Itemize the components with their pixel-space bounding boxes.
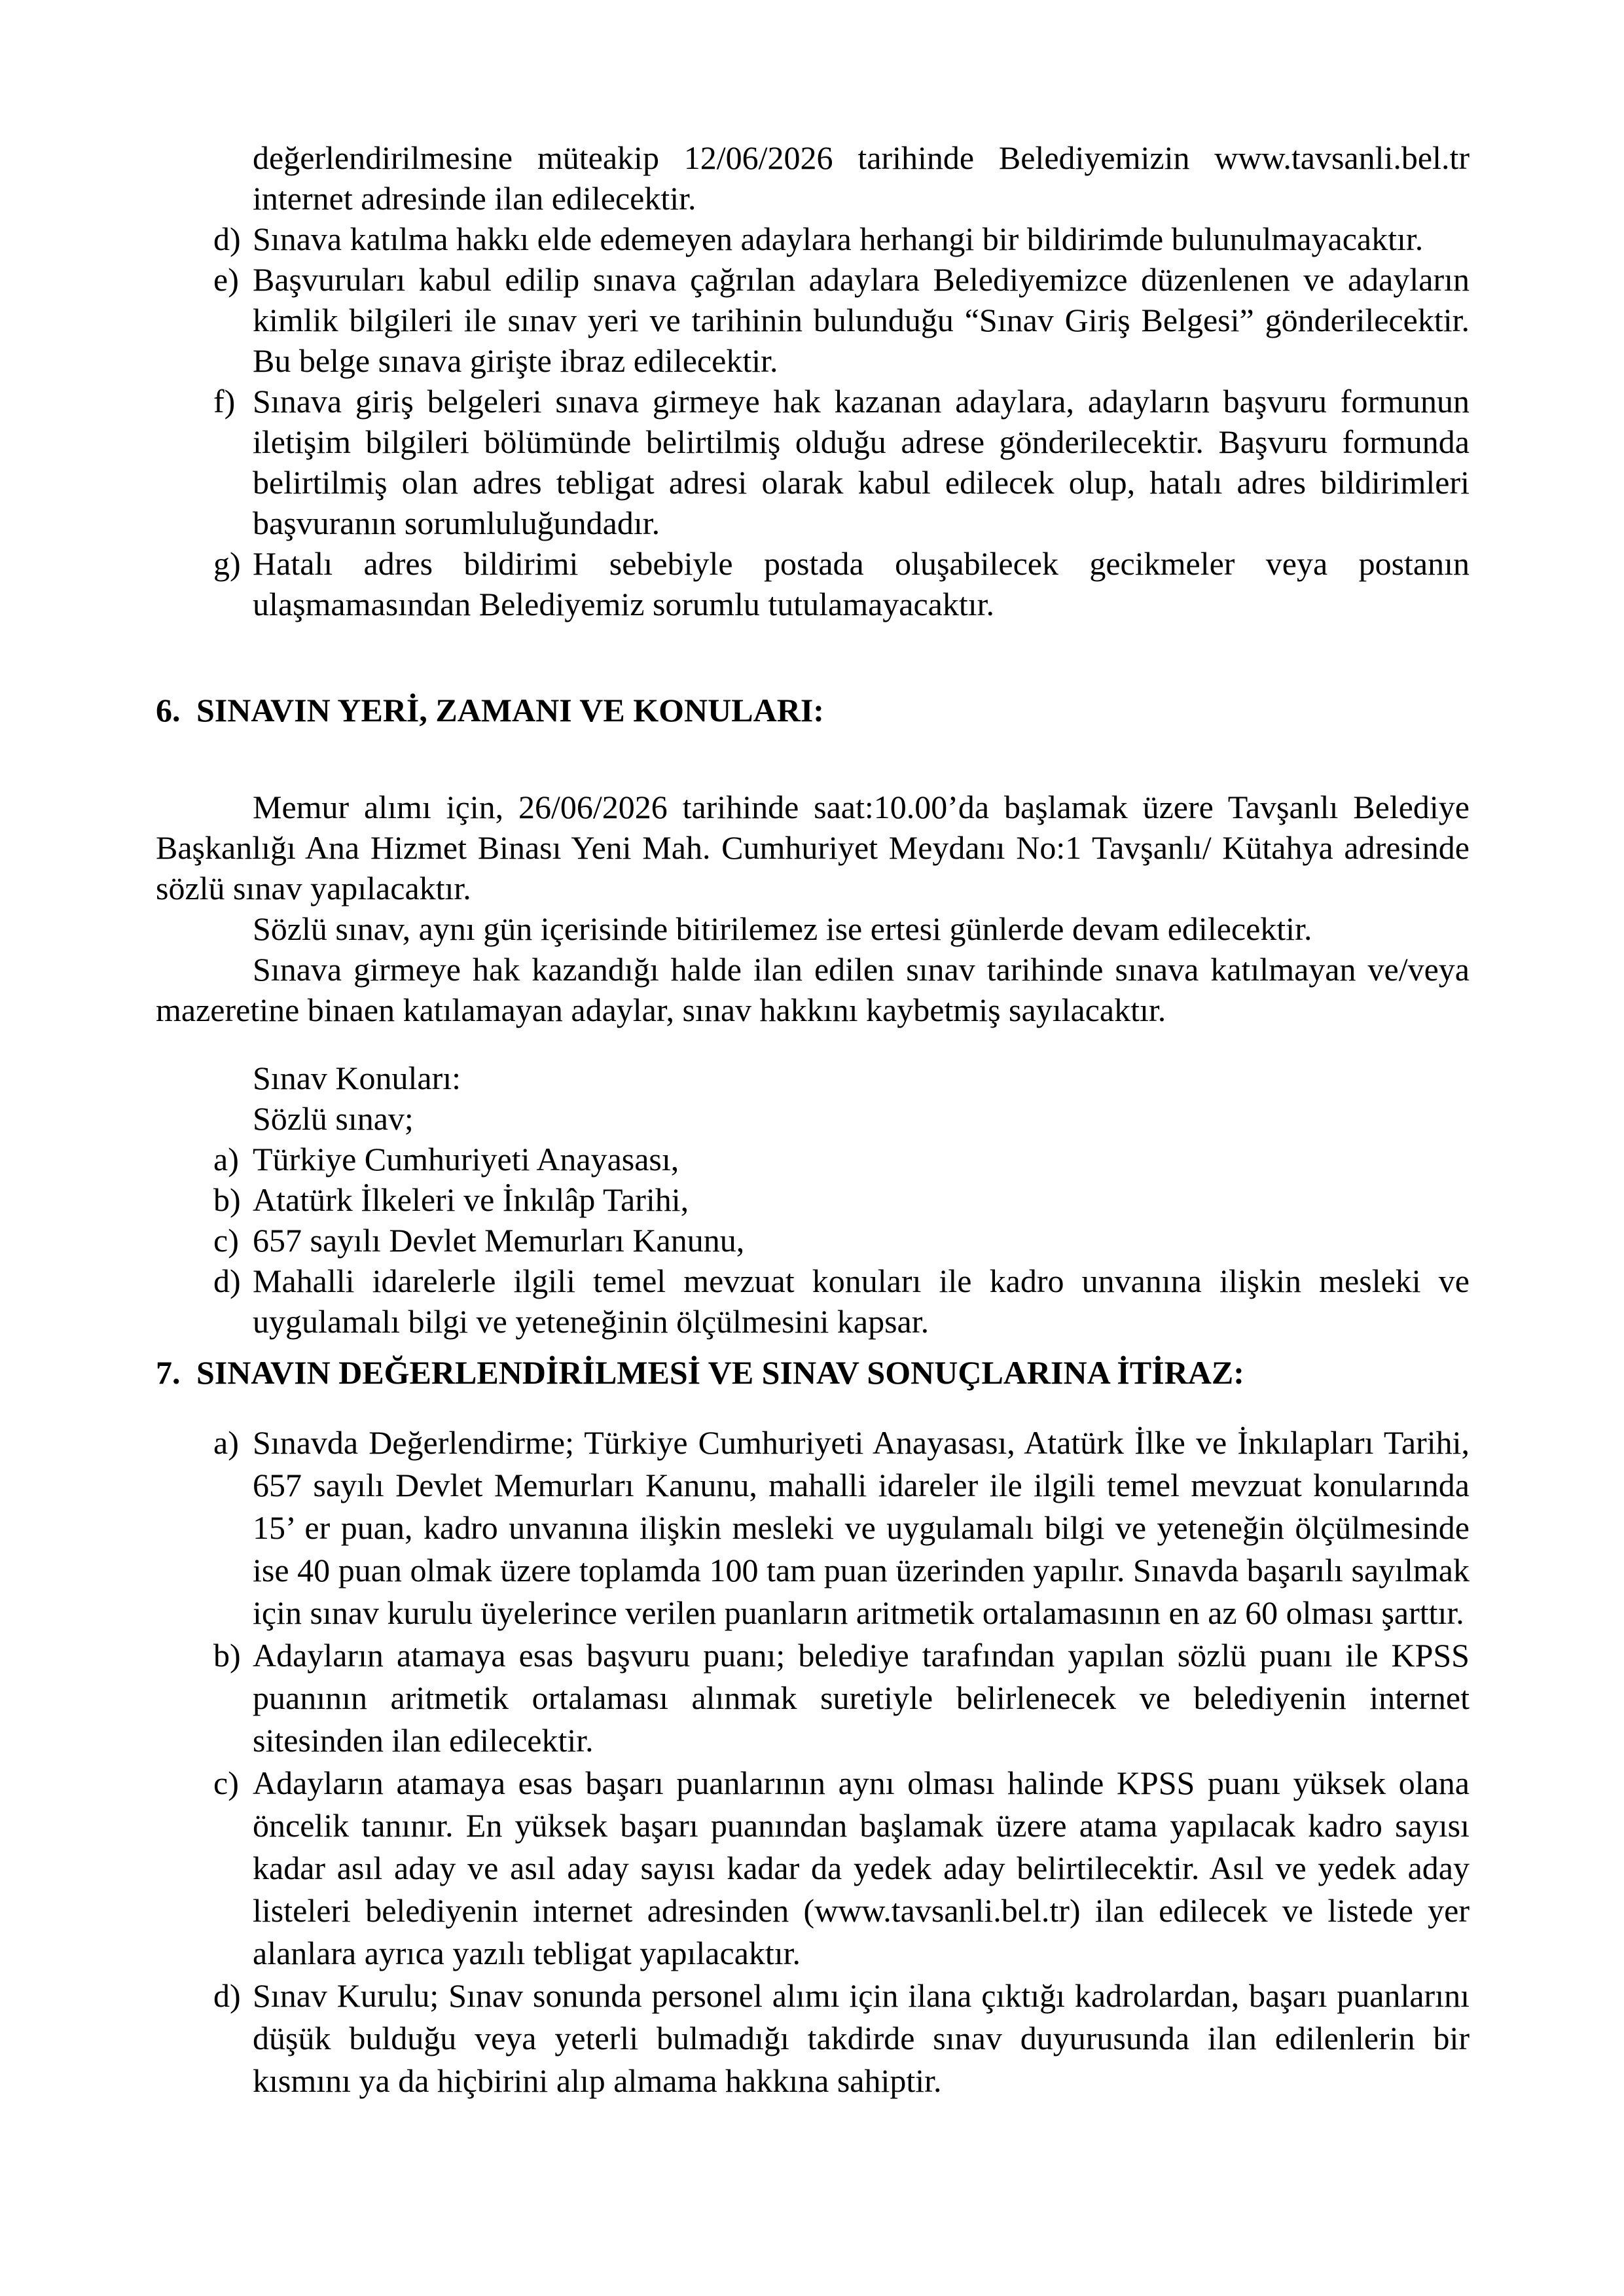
topic-item-b (156, 1179, 1470, 1220)
list-item-marker: d) (213, 221, 241, 257)
exam-topics-sublabel: Sözlü sınav; (253, 1100, 414, 1137)
list-item-text: Hatalı adres bildirimi sebebiyle postada oluşabilecek gecikmeler veya postanın ulaşmamasından Belediyemiz sorumlu tutulamayacaktır. (253, 545, 1470, 622)
intro-continuation-paragraph: değerlendirilmesine müteakip 12/06/2026 tarihinde Belediyemizin www.tavsanli.bel.tr internet adresinde ilan edilecektir. (253, 139, 1470, 217)
list-item-text: Sınava katılma hakkı elde edemeyen adaylara herhangi bir bildirimde bulunulmayacaktır. (253, 221, 1424, 257)
list-item-text: 657 sayılı Devlet Memurları Kanunu, (253, 1222, 745, 1259)
section-6-title: SINAVIN YERİ, ZAMANI VE KONULARI: (196, 692, 824, 728)
list-item-g (156, 543, 1470, 624)
list-item-text: Sınava giriş belgeleri sınava girmeye hak kazanan adaylara, adayların başvuru formunun iletişim bilgileri bölümünde belirtilmiş olduğu adrese gönderilecektir. Başvuru formunda belirtilmiş olan adres tebligat adresi olarak kabul edilecek olup, hatalı adres bildirimleri başvuranın sorumluluğundadır. (253, 383, 1470, 541)
list-item-text: Atatürk İlkeleri ve İnkılâp Tarihi, (253, 1181, 689, 1218)
section-6-paragraph-3: Sınava girmeye hak kazandığı halde ilan edilen sınav tarihinde sınava katılmayan ve/veya mazeretine binaen katılamayan adaylar, sınav hakkını kaybetmiş sayılacaktır. (156, 951, 1470, 1028)
list-item-marker: b) (213, 1637, 241, 1674)
list-item-marker: a) (213, 1141, 239, 1177)
section-7-heading (156, 1352, 1470, 1393)
list-item-text: Başvuruları kabul edilip sınava çağrılan adaylara Belediyemizce düzenlenen ve adayların kimlik bilgileri ile sınav yeri ve tarihinin bulunduğu “Sınav Giriş Belgesi” gönderilecektir. Bu belge sınava girişte ibraz edilecektir. (253, 261, 1470, 379)
list-item-text: Mahalli idarelerle ilgili temel mevzuat konuları ile kadro unvanına ilişkin mesleki ve uygulamalı bilgi ve yeteneğinin ölçülmesini kapsar. (253, 1263, 1470, 1340)
application-list (156, 219, 1470, 624)
evaluation-item-d (156, 1975, 1470, 2102)
section-6-heading (156, 690, 1470, 730)
list-item-marker: a) (213, 1424, 239, 1461)
list-item-text: Adayların atamaya esas başarı puanlarının aynı olması halinde KPSS puanı yüksek olana öncelik tanınır. En yüksek başarı puanından başlamak üzere atama yapılacak kadro sayısı kadar asıl aday ve asıl aday sayısı kadar da yedek aday belirtilecektir. Asıl ve yedek aday listeleri belediyenin internet adresinden (www.tavsanli.bel.tr) ilan edilecek ve listede yer alanlara ayrıca yazılı tebligat yapılacaktır. (253, 1765, 1470, 1971)
list-item-marker: b) (213, 1181, 241, 1218)
list-item-marker: g) (213, 545, 241, 582)
list-item-marker: d) (213, 1263, 241, 1299)
list-item-marker: c) (213, 1222, 239, 1259)
section-6-paragraph-1: Memur alımı için, 26/06/2026 tarihinde saat:10.00’da başlamak üzere Tavşanlı Belediye Başkanlığı Ana Hizmet Binası Yeni Mah. Cumhuriyet Meydanı No:1 Tavşanlı/ Kütahya adresinde sözlü sınav yapılacaktır. (156, 789, 1470, 906)
evaluation-item-a (156, 1422, 1470, 1634)
list-item-marker: e) (213, 261, 239, 298)
section-7-number: 7. (156, 1354, 181, 1391)
list-item-f (156, 381, 1470, 543)
list-item-d (156, 219, 1470, 259)
exam-topics-block (156, 1058, 1470, 1342)
evaluation-list (156, 1422, 1470, 2102)
evaluation-item-b (156, 1634, 1470, 1762)
topic-item-a (156, 1139, 1470, 1179)
list-item-marker: f) (213, 383, 236, 420)
section-6-paragraph-2: Sözlü sınav, aynı gün içerisinde bitirilemez ise ertesi günlerde devam edilecektir. (253, 910, 1312, 947)
list-item-marker: d) (213, 1977, 241, 2014)
list-item-text: Sınav Kurulu; Sınav sonunda personel alımı için ilana çıktığı kadrolardan, başarı puanlarını düşük bulduğu veya yeterli bulmadığı takdirde sınav duyurusunda ilan edilenlerin bir kısmını ya da hiçbirini alıp almama hakkına sahiptir. (253, 1977, 1470, 2099)
list-item-e (156, 259, 1470, 381)
list-item-text: Adayların atamaya esas başvuru puanı; belediye tarafından yapılan sözlü puanı ile KPSS puanının aritmetik ortalaması alınmak suretiyle belirlenecek ve belediyenin internet sitesinden ilan edilecektir. (253, 1637, 1470, 1759)
evaluation-item-c (156, 1762, 1470, 1975)
list-item-text: Sınavda Değerlendirme; Türkiye Cumhuriyeti Anayasası, Atatürk İlke ve İnkılapları Tarihi, 657 sayılı Devlet Memurları Kanunu, mahalli idareler ile ilgili temel mevzuat konularında 15’ er puan, kadro unvanına ilişkin mesleki ve uygulamalı bilgi ve yeteneğin ölçülmesinde ise 40 puan olmak üzere toplamda 100 tam puan üzerinden yapılır. Sınavda başarılı sayılmak için sınav kurulu üyelerince verilen puanların aritmetik ortalamasının en az 60 olması şarttır. (253, 1424, 1470, 1631)
exam-topics-label: Sınav Konuları: (253, 1060, 461, 1096)
topic-item-d (156, 1261, 1470, 1342)
list-item-marker: c) (213, 1765, 239, 1801)
topic-item-c (156, 1220, 1470, 1261)
section-6-number: 6. (156, 692, 181, 728)
list-item-text: Türkiye Cumhuriyeti Anayasası, (253, 1141, 679, 1177)
section-7-title: SINAVIN DEĞERLENDİRİLMESİ VE SINAV SONUÇLARINA İTİRAZ: (196, 1354, 1244, 1391)
